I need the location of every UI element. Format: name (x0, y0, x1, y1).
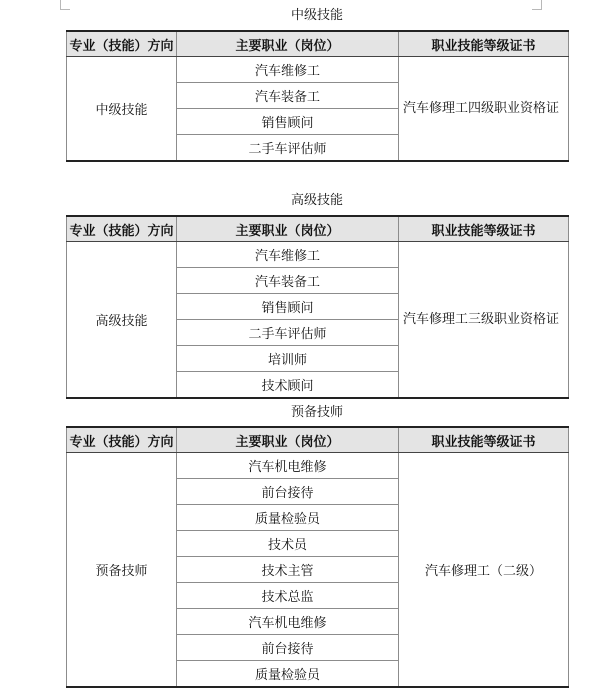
position-cell: 汽车维修工 (177, 57, 399, 83)
header-position: 主要职业（岗位） (177, 216, 399, 242)
header-direction: 专业（技能）方向 (67, 427, 177, 453)
position-cell: 汽车装备工 (177, 83, 399, 109)
position-cell: 二手车评估师 (177, 320, 399, 346)
direction-cell: 高级技能 (67, 242, 177, 399)
table-intermediate (66, 30, 569, 162)
direction-cell: 预备技师 (67, 453, 177, 688)
header-row (67, 427, 569, 453)
position-cell: 技术顾问 (177, 372, 399, 399)
section-title-intermediate: 中级技能 (290, 8, 343, 23)
section-title-advanced: 高级技能 (290, 193, 343, 208)
direction-cell: 中级技能 (67, 57, 177, 162)
header-row (67, 31, 569, 57)
header-row (67, 216, 569, 242)
position-cell: 质量检验员 (177, 505, 399, 531)
position-cell: 汽车机电维修 (177, 609, 399, 635)
position-cell: 销售顾问 (177, 109, 399, 135)
table-preparatory-technician (66, 426, 569, 688)
certificate-cell: 汽车修理工三级职业资格证 (399, 242, 569, 399)
certificate-cell: 汽车修理工（二级） (399, 453, 569, 688)
position-cell: 技术总监 (177, 583, 399, 609)
position-cell: 二手车评估师 (177, 135, 399, 162)
position-cell: 前台接待 (177, 635, 399, 661)
position-cell: 质量检验员 (177, 661, 399, 688)
header-direction: 专业（技能）方向 (67, 31, 177, 57)
section-title-preparatory-technician: 预备技师 (290, 405, 343, 420)
position-cell: 汽车机电维修 (177, 453, 399, 479)
table-row (67, 453, 569, 479)
header-position: 主要职业（岗位） (177, 31, 399, 57)
position-cell: 培训师 (177, 346, 399, 372)
table-advanced (66, 215, 569, 399)
position-cell: 技术员 (177, 531, 399, 557)
table-row (67, 57, 569, 83)
header-direction: 专业（技能）方向 (67, 216, 177, 242)
header-position: 主要职业（岗位） (177, 427, 399, 453)
header-certificate: 职业技能等级证书 (399, 31, 569, 57)
header-certificate: 职业技能等级证书 (399, 216, 569, 242)
position-cell: 前台接待 (177, 479, 399, 505)
table-row (67, 242, 569, 268)
certificate-cell: 汽车修理工四级职业资格证 (399, 57, 569, 162)
position-cell: 销售顾问 (177, 294, 399, 320)
position-cell: 汽车装备工 (177, 268, 399, 294)
header-certificate: 职业技能等级证书 (399, 427, 569, 453)
position-cell: 技术主管 (177, 557, 399, 583)
position-cell: 汽车维修工 (177, 242, 399, 268)
